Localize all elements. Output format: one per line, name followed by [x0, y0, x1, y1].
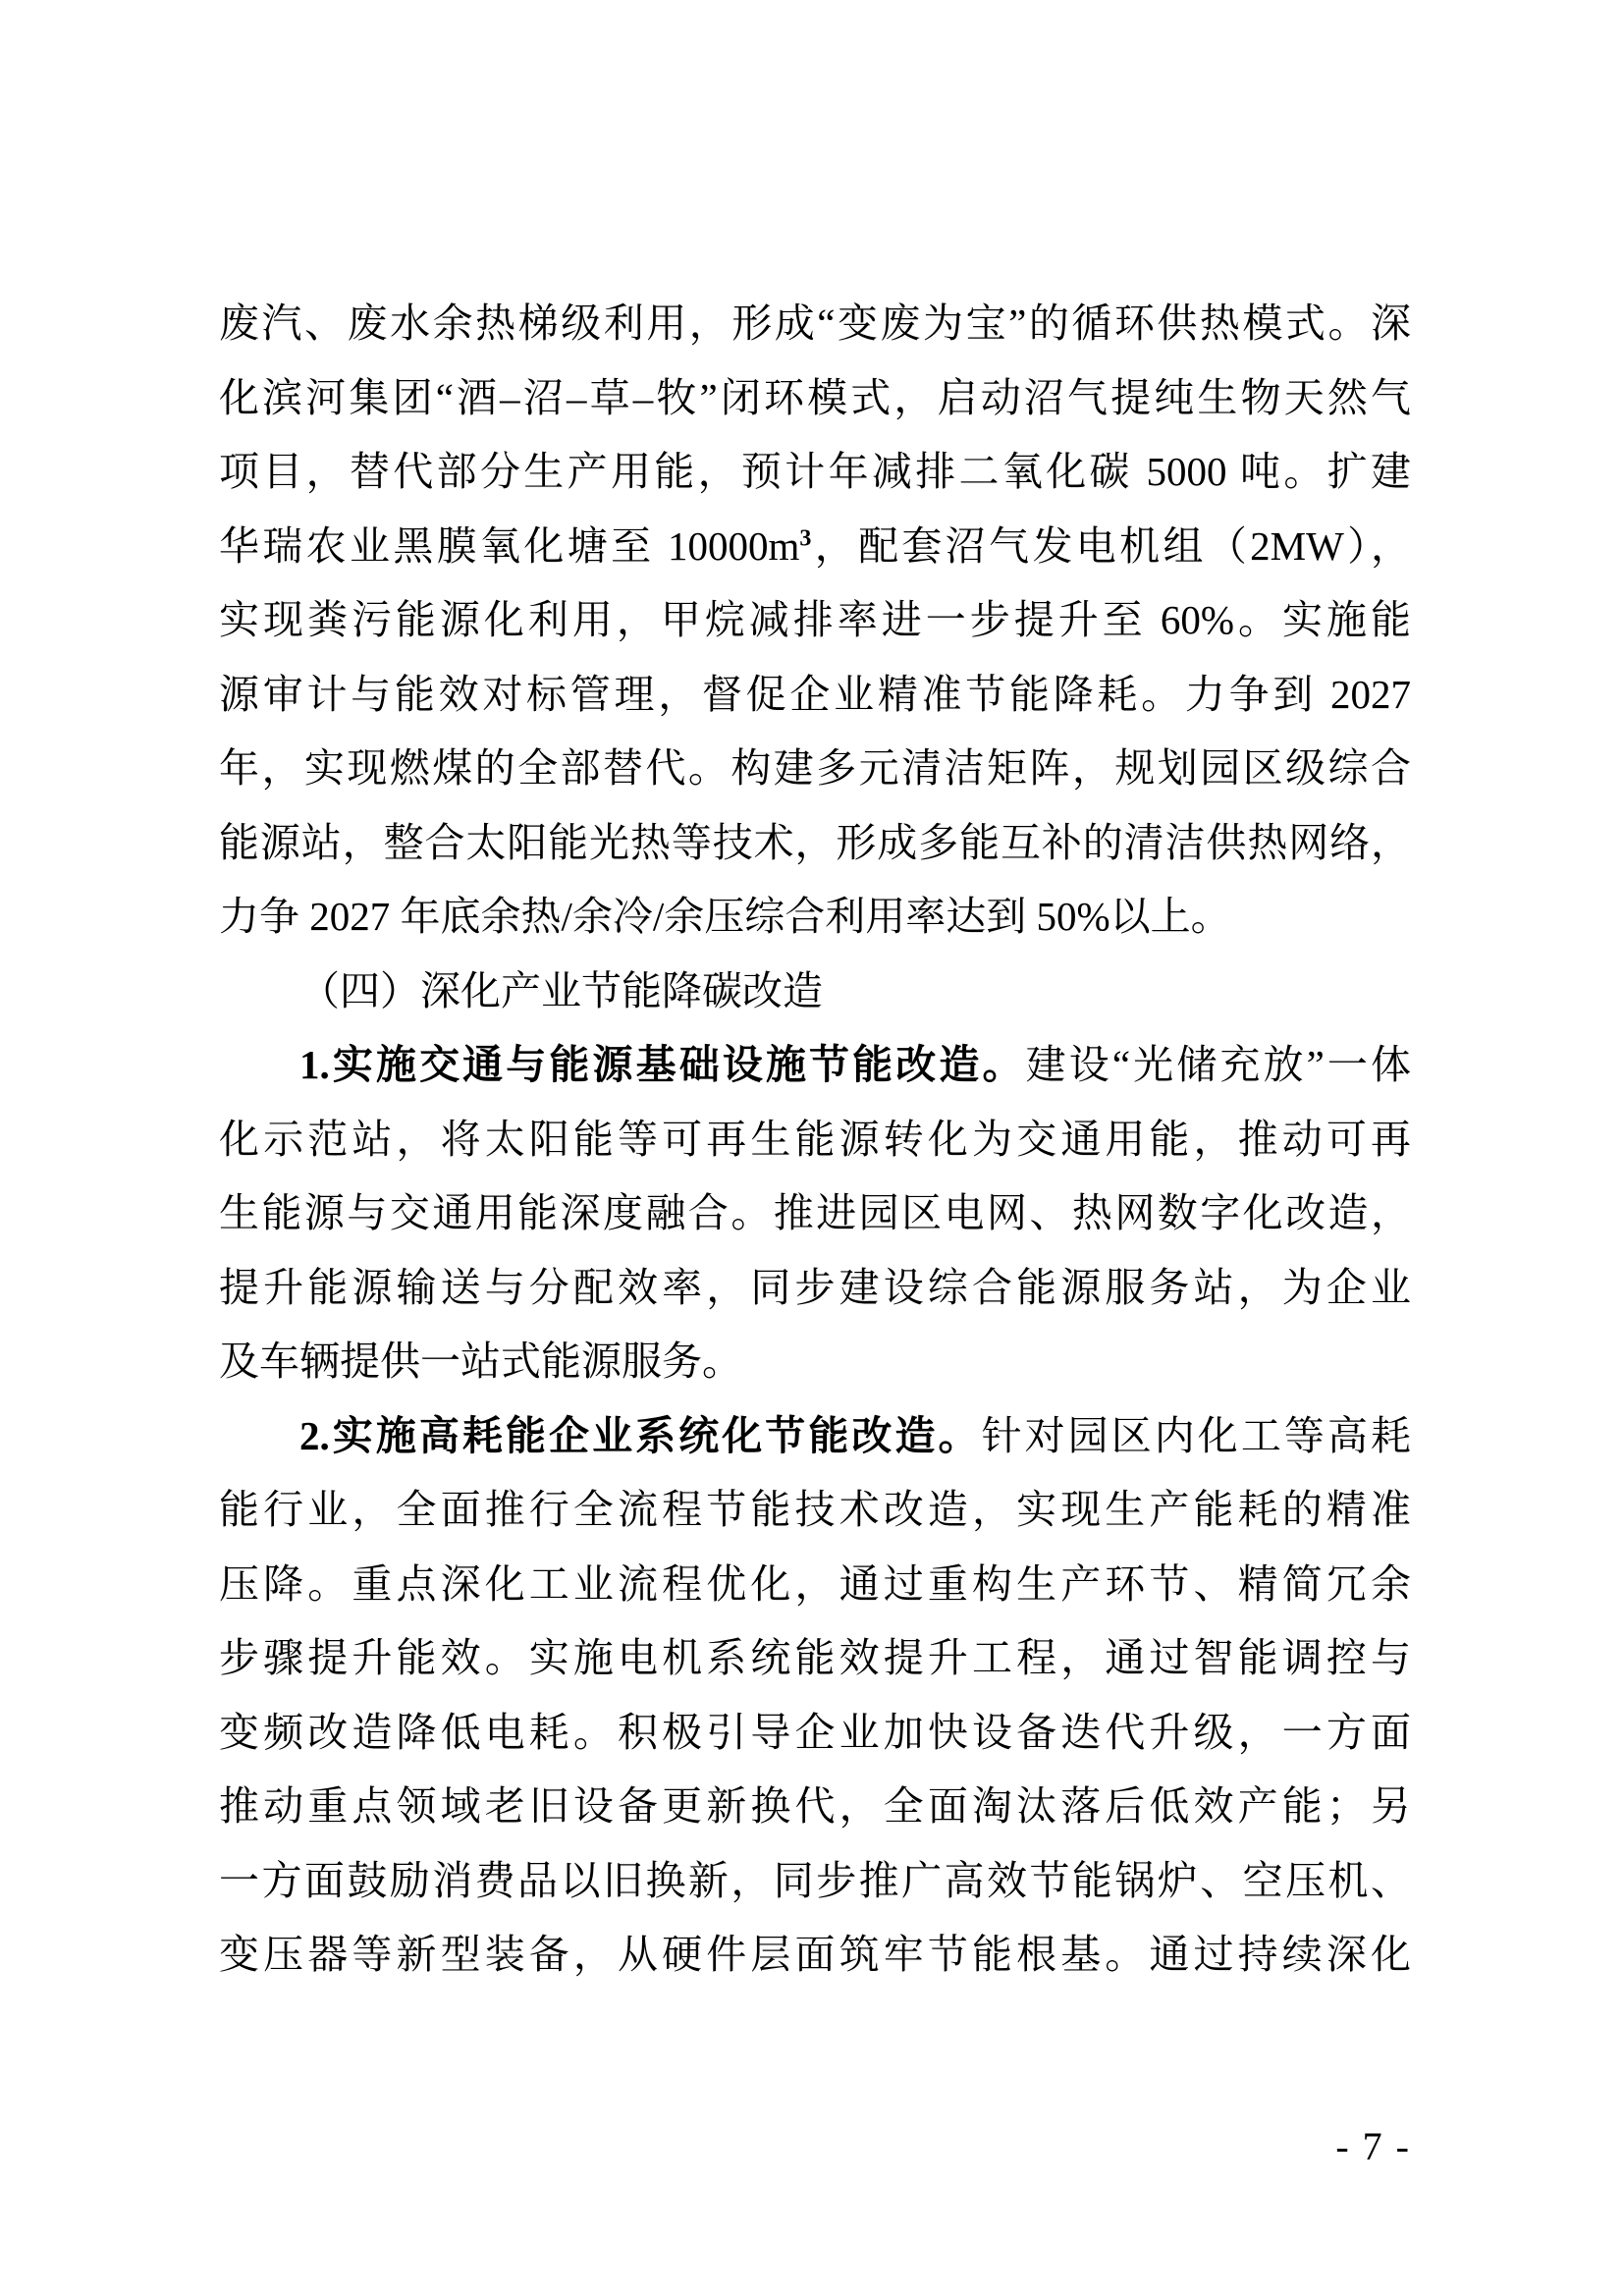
text-line: 化滨河集团“酒–沼–草–牧”闭环模式，启动沼气提纯生物天然气: [219, 374, 1411, 420]
text-line: 及车辆提供一站式能源服务。: [219, 1339, 742, 1384]
text-line: 能行业，全面推行全流程节能技术改造，实现生产能耗的精准: [219, 1487, 1411, 1532]
superscript-3: 3: [799, 524, 812, 551]
text-segment: 建设“光储充放”一体: [1025, 1042, 1411, 1087]
text-line: [219, 510, 1411, 584]
text-line: 废汽、废水余热梯级利用，形成“变废为宝”的循环供热模式。深: [219, 301, 1411, 346]
text-line: 化示范站，将太阳能等可再生能源转化为交通用能，推动可再: [219, 1116, 1411, 1162]
text-line: 变频改造降低电耗。积极引导企业加快设备迭代升级，一方面: [219, 1709, 1411, 1755]
text-line: 提升能源输送与分配效率，同步建设综合能源服务站，为企业: [219, 1264, 1411, 1310]
item-number-title: 1.实施交通与能源基础设施节能改造。: [299, 1042, 1026, 1087]
text-line: 源审计与能效对标管理，督促企业精准节能降耗。力争到 2027: [219, 671, 1411, 717]
text-line: 变压器等新型装备，从硬件层面筑牢节能根基。通过持续深化: [219, 1932, 1411, 1977]
text-line: 推动重点领域老旧设备更新换代，全面淘汰落后低效产能；另: [219, 1783, 1411, 1829]
text-line: 力争 2027 年底余热/余冷/余压综合利用率达到 50%以上。: [219, 894, 1231, 939]
text-line: 生能源与交通用能深度融合。推进园区电网、热网数字化改造，: [219, 1190, 1411, 1235]
item-number-title: 2.实施高耗能企业系统化节能改造。: [299, 1412, 982, 1458]
text-line: [219, 1399, 1411, 1474]
text-line: 一方面鼓励消费品以旧换新，同步推广高效节能锅炉、空压机、: [219, 1857, 1411, 1903]
text-line: 压降。重点深化工业流程优化，通过重构生产环节、精简冗余: [219, 1560, 1411, 1607]
text-segment: 华瑞农业黑膜氧化塘至 10000m: [219, 522, 800, 569]
text-line: 项目，替代部分生产用能，预计年减排二氧化碳 5000 吨。扩建: [219, 449, 1411, 494]
text-line: 步骤提升能效。实施电机系统能效提升工程，通过智能调控与: [219, 1635, 1411, 1680]
section-heading: （四）深化产业节能降碳改造: [299, 967, 823, 1013]
text-segment: ，配套沼气发电机组（2MW），: [811, 522, 1411, 569]
text-line: 年，实现燃煤的全部替代。构建多元清洁矩阵，规划园区级综合: [219, 745, 1411, 791]
text-line: [219, 1028, 1411, 1103]
page-footer: [219, 2119, 1411, 2174]
text-line: 能源站，整合太阳能光热等技术，形成多能互补的清洁供热网络，: [219, 819, 1411, 865]
text-line: 实现粪污能源化利用，甲烷减排率进一步提升至 60%。实施能: [219, 597, 1411, 642]
text-segment: 针对园区内化工等高耗: [981, 1412, 1411, 1458]
page-number: - 7 -: [1335, 2124, 1411, 2168]
document-body: [219, 287, 1411, 1993]
